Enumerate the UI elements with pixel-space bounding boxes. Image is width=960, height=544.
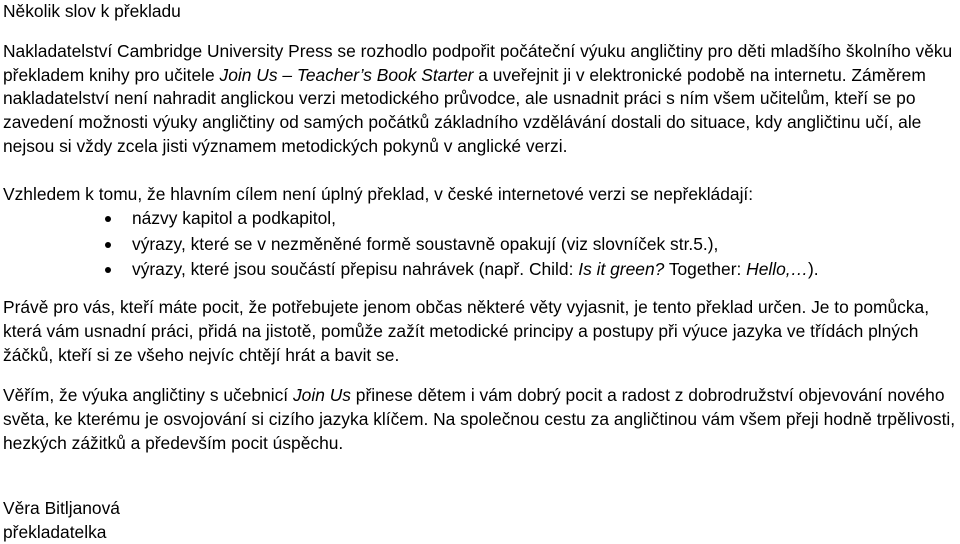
list-item-text: výrazy, které se v nezměněné formě soustavně opakují (viz slovníček str.5.), xyxy=(132,233,719,254)
document-title: Několik slov k překladu xyxy=(3,1,181,21)
list-item-text-mid: Together: xyxy=(664,259,747,279)
book-name: Join Us xyxy=(292,385,351,405)
paragraph-intro xyxy=(3,40,958,159)
list-item xyxy=(3,232,958,258)
list-item-text: názvy kapitol a podkapitol, xyxy=(132,208,336,228)
paragraph-closing xyxy=(3,383,958,456)
child-quote: Is it green? xyxy=(578,259,665,279)
paragraph-closing-lead: Věřím, že výuka angličtiny s učebnicí xyxy=(3,385,293,405)
signature-name: Věra Bitljanová xyxy=(3,498,120,518)
signature-role: překladatelka xyxy=(3,522,107,542)
paragraph-not-translated-intro: Vzhledem k tomu, že hlavním cílem není úplný překlad, v české internetové verzi se nepřekládají: xyxy=(3,184,754,204)
list-item xyxy=(3,206,958,232)
paragraph-intro-rest: a uveřejnit ji v elektronické podobě na internetu. Záměrem nakladatelství není nahradit anglickou verzi metodického průvodce, ale usnadnit práci s ním všem učitelům, kteří se po zavedení možnosti výuky angličtiny od samých počátků základního vzdělávání dostali do situace, kdy angličtinu učí, ale nejsou si vždy zcela jisti významem metodických pokynů v anglické verzi. xyxy=(3,64,926,156)
signature-block xyxy=(3,496,120,544)
book-title: Join Us – Teacher’s Book Starter xyxy=(219,64,474,85)
paragraph-purpose: Právě pro vás, kteří máte pocit, že potřebujete jenom občas některé věty vyjasnit, je tento překlad určen. Je to pomůcka, která vám usnadní práci, přidá na jistotě, pomůže zažít metodické principy a postupy při výuce jazyka ve třídách plných žáčků, kteří si ze všeho nejvíc chtějí hrát a bavit se. xyxy=(3,297,930,366)
paragraph-closing-rest: přinese dětem i vám dobrý pocit a radost z dobrodružství objevování nového světa, ke kterému je osvojování si cizího jazyka klíčem. Na společnou cestu za angličtinou vám všem přeji hodně trpělivosti, hezkých zážitků a především pocit úspěchu. xyxy=(3,385,956,454)
list-item-text-end: ). xyxy=(808,259,819,279)
paragraph-intro-lead: Nakladatelství Cambridge University Press se rozhodlo podpořit počáteční výuku angličtiny pro děti mladšího školního věku překladem knihy pro učitele xyxy=(3,41,953,85)
together-quote: Hello,… xyxy=(746,259,809,279)
not-translated-list xyxy=(3,206,958,283)
bullet-icon xyxy=(105,242,111,248)
paragraph-not-translated xyxy=(3,183,958,283)
list-item-text: výrazy, které jsou součástí přepisu nahrávek (např. Child: xyxy=(132,259,579,279)
bullet-icon xyxy=(105,267,111,273)
list-item xyxy=(3,257,958,283)
bullet-icon xyxy=(105,216,111,222)
